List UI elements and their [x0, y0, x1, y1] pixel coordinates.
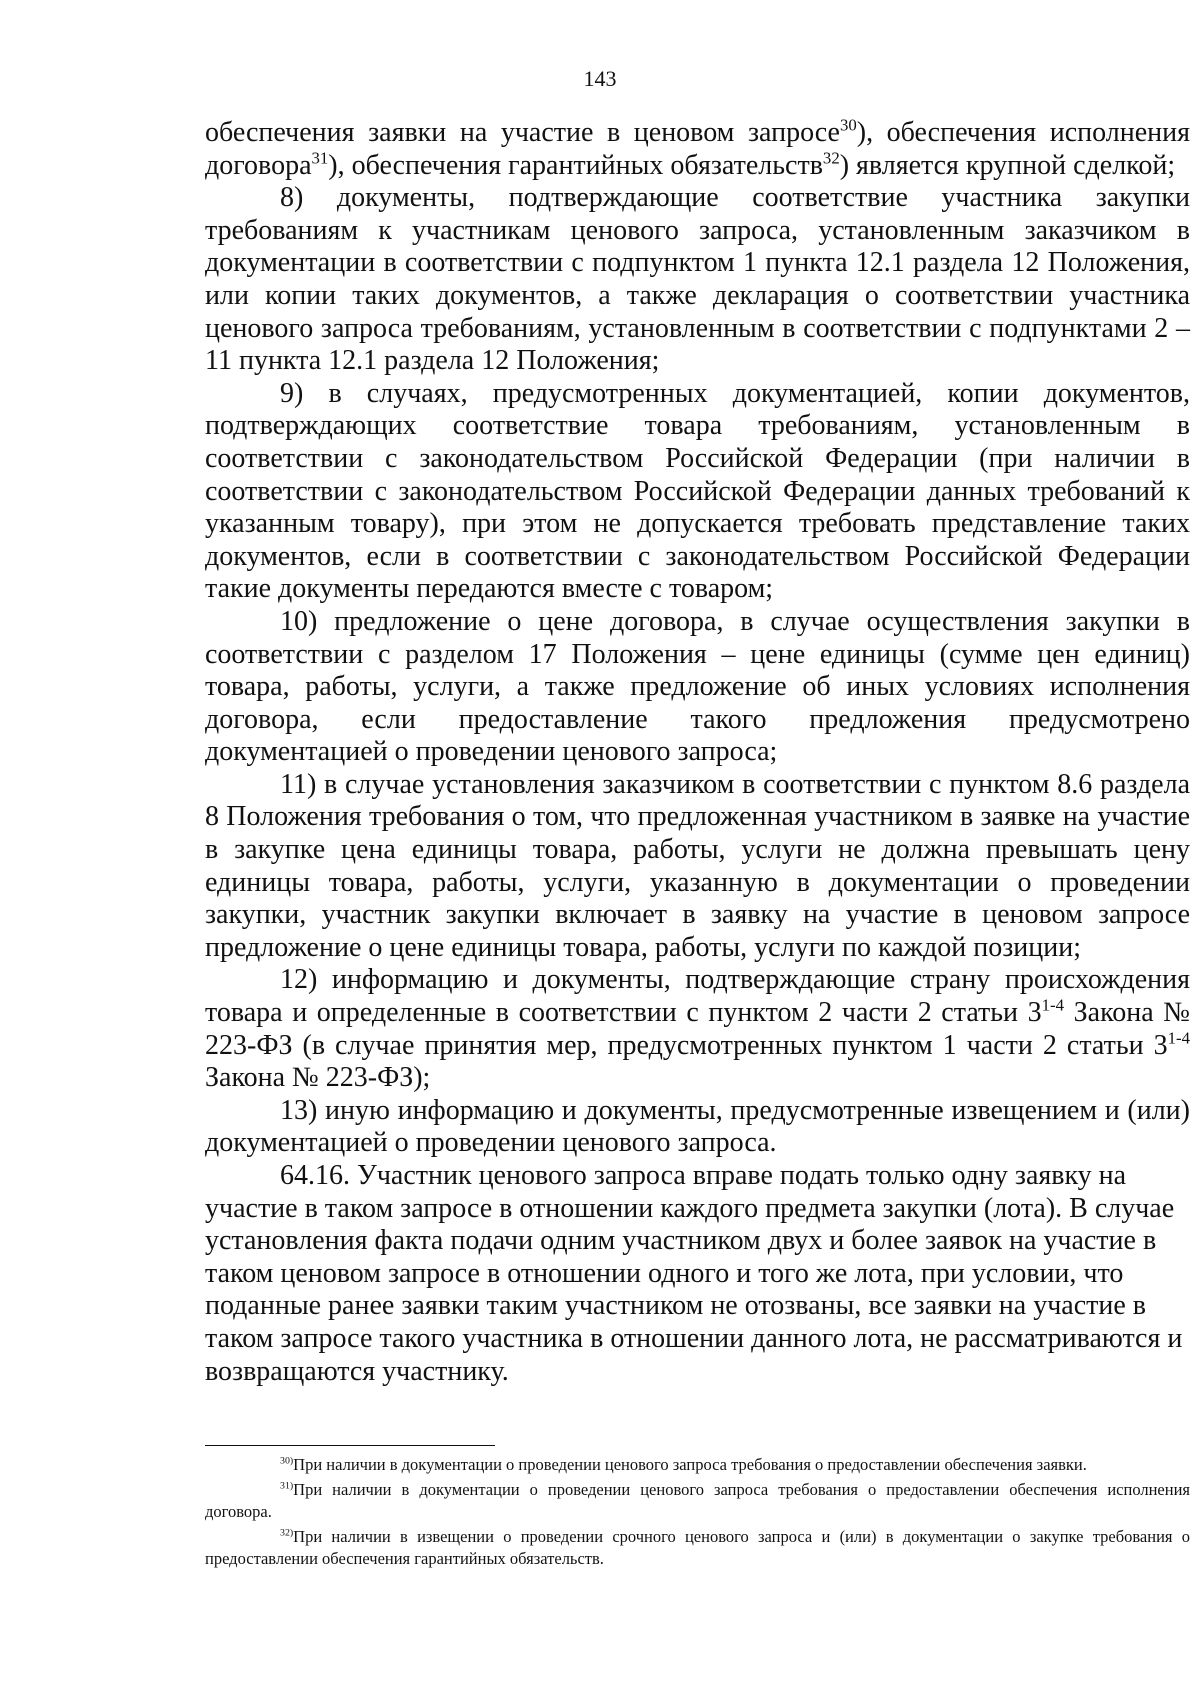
text-run: ), обеспечения исполнения договора	[205, 117, 1190, 181]
paragraph-item-12	[205, 964, 1190, 1094]
paragraph-section-64-16	[205, 1160, 1190, 1388]
footnote-separator	[205, 1445, 495, 1446]
text-run: 10) предложение о цене договора, в случае осуществления закупки в соответствии с разделом 17 Положения – цене единицы (сумме цен единиц) товара, работы, услуги, а также предложение об иных условиях исполнения договора, если предоставление такого предложения предусмотрено документацией о проведении ценового запроса;	[205, 605, 1190, 768]
text-run: 8) документы, подтверждающие соответствие участника закупки требованиям к участникам ценового запроса, установленным заказчиком в документации в соответствии с подпунктом 1 пункта 12.1 раздела 12 Положения, или копии таких документов, а также декларация о соответствии участника ценового запроса требованиям, установленным в соответствии с подпунктами 2 – 11 пункта 12.1 раздела 12 Положения;	[205, 182, 1190, 377]
superscript-mark: 32)	[280, 1527, 294, 1539]
footnotes-section	[205, 1445, 1190, 1573]
text-run: 12) информацию и документы, подтверждающие страну происхождения товара и определенные в соответствии с пунктом 2 части 2 статьи 3	[205, 964, 1190, 1029]
paragraph-item-11	[205, 769, 1190, 965]
text-run: При наличии в документации о проведении ценового запроса требования о предоставлении обеспечения исполнения договора.	[205, 1480, 1190, 1521]
text-run: 9) в случаях, предусмотренных документацией, копии документов, подтверждающих соответствие товара требованиям, установленным в соответствии с законодательством Российской Федерации (при наличии в соответствии с законодательством Российской Федерации данных требований к указанным товару), при этом не допускается требовать представление таких документов, если в соответствии с законодательством Российской Федерации такие документы передаются вместе с товаром;	[205, 377, 1190, 605]
text-run: обеспечения заявки на участие в ценовом запросе	[205, 117, 840, 148]
superscript-mark: 32	[822, 148, 840, 168]
text-run: ), обеспечения гарантийных обязательств	[328, 149, 823, 181]
paragraph-item-13	[205, 1095, 1190, 1160]
footnote-30	[205, 1454, 1190, 1476]
paragraph-item-9	[205, 378, 1190, 606]
document-body	[205, 117, 1190, 1388]
text-run: При наличии в извещении о проведении срочного ценового запроса и (или) в документации о закупке требования о предоставлении обеспечения гарантийных обязательств.	[205, 1527, 1190, 1568]
superscript-mark: 30)	[280, 1455, 294, 1467]
superscript-mark: 1-4	[1041, 995, 1065, 1015]
superscript-mark: 30	[839, 115, 857, 135]
paragraph-item-8	[205, 182, 1190, 378]
footnote-31	[205, 1479, 1190, 1523]
footnote-32	[205, 1526, 1190, 1570]
page-number: 143	[583, 66, 617, 91]
text-run: 11) в случае установления заказчиком в соответствии с пунктом 8.6 раздела 8 Положения требования о том, что предложенная участником в заявке на участие в закупке цена единицы товара, работы, услуги не должна превышать цену единицы товара, работы, услуги, указанную в документации о проведении закупки, участник закупки включает в заявку на участие в ценовом запросе предложение о цене единицы товара, работы, услуги по каждой позиции;	[205, 768, 1190, 963]
text-run: Закона № 223-ФЗ (в случае принятия мер, предусмотренных пунктом 1 части 2 статьи 3	[205, 997, 1191, 1061]
paragraph-continuation	[205, 117, 1190, 182]
paragraph-item-10	[205, 606, 1190, 769]
superscript-mark: 1-4	[1167, 1028, 1190, 1048]
superscript-mark: 31	[311, 148, 329, 168]
text-run: При наличии в документации о проведении ценового запроса требования о предоставлении обеспечения заявки.	[293, 1455, 1087, 1474]
superscript-mark: 31)	[280, 1480, 294, 1492]
text-run: Закона № 223-ФЗ);	[205, 1062, 431, 1094]
text-run: ) является крупной сделкой;	[839, 149, 1176, 181]
text-run: 13) иную информацию и документы, предусмотренные извещением и (или) документацией о проведении ценового запроса.	[205, 1094, 1190, 1159]
text-run: 64.16. Участник ценового запроса вправе подать только одну заявку на участие в таком запросе в отношении каждого предмета закупки (лота). В случае установления факта подачи одним участником двух и более заявок на участие в таком ценовом запросе в отношении одного и того же лота, при условии, что поданные ранее заявки таким участником не отозваны, все заявки на участие в таком запросе такого участника в отношении данного лота, не рассматриваются и возвращаются участнику.	[205, 1160, 1183, 1387]
